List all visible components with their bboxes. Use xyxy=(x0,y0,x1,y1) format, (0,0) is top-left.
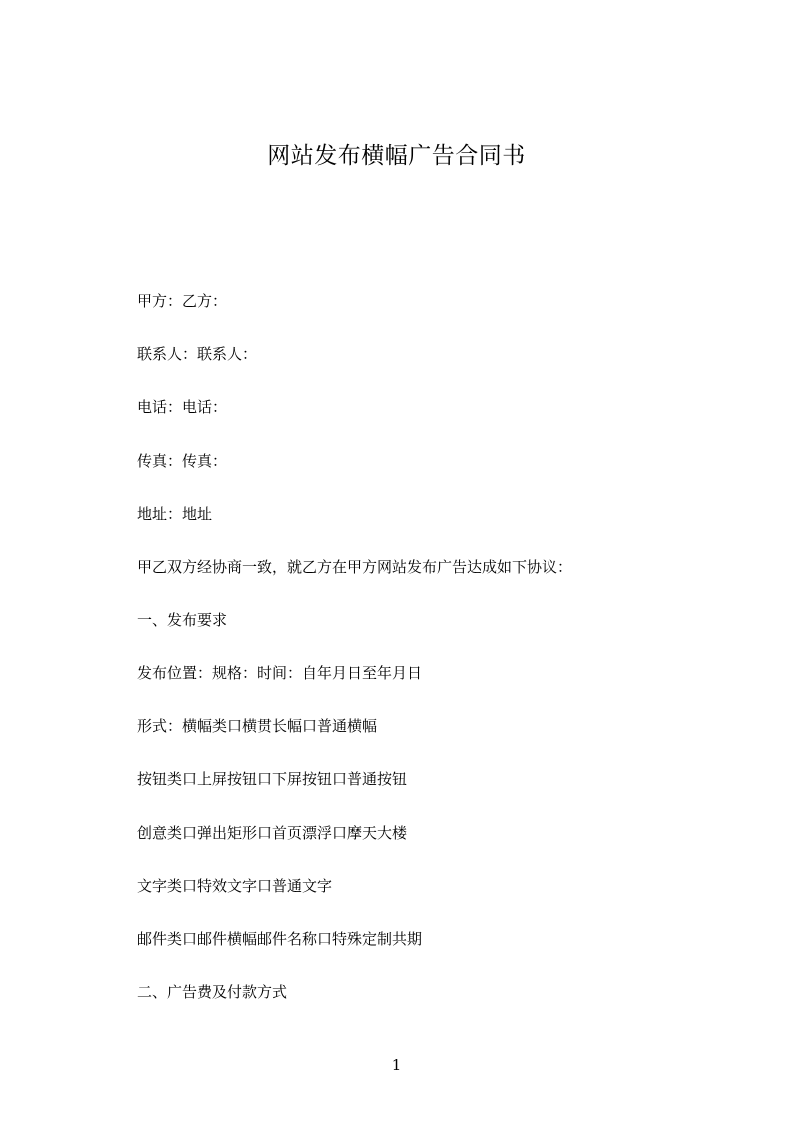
document-title: 网站发布横幅广告合同书 xyxy=(267,143,526,169)
party-names-line: 甲方：乙方： xyxy=(137,292,228,310)
address-line: 地址：地址 xyxy=(137,505,213,523)
banner-type-line: 形式：横幅类口横贯长幅口普通横幅 xyxy=(137,717,378,735)
text-type-line: 文字类口特效文字口普通文字 xyxy=(137,877,333,895)
placement-line: 发布位置：规格：时间：自年月日至年月日 xyxy=(137,664,423,682)
section-heading-requirements: 一、发布要求 xyxy=(137,611,228,629)
phone-line: 电话：电话： xyxy=(137,398,228,416)
agreement-intro-line: 甲乙双方经协商一致，就乙方在甲方网站发布广告达成如下协议： xyxy=(137,558,573,576)
fax-line: 传真：传真： xyxy=(137,452,228,470)
section-heading-fees: 二、广告费及付款方式 xyxy=(137,983,288,1001)
mail-type-line: 邮件类口邮件横幅邮件名称口特殊定制共期 xyxy=(137,930,423,948)
page-number: 1 xyxy=(391,1056,402,1074)
button-type-line: 按钮类口上屏按钮口下屏按钮口普通按钮 xyxy=(137,770,408,788)
contact-person-line: 联系人：联系人： xyxy=(137,345,258,363)
creative-type-line: 创意类口弹出矩形口首页漂浮口摩天大楼 xyxy=(137,824,408,842)
